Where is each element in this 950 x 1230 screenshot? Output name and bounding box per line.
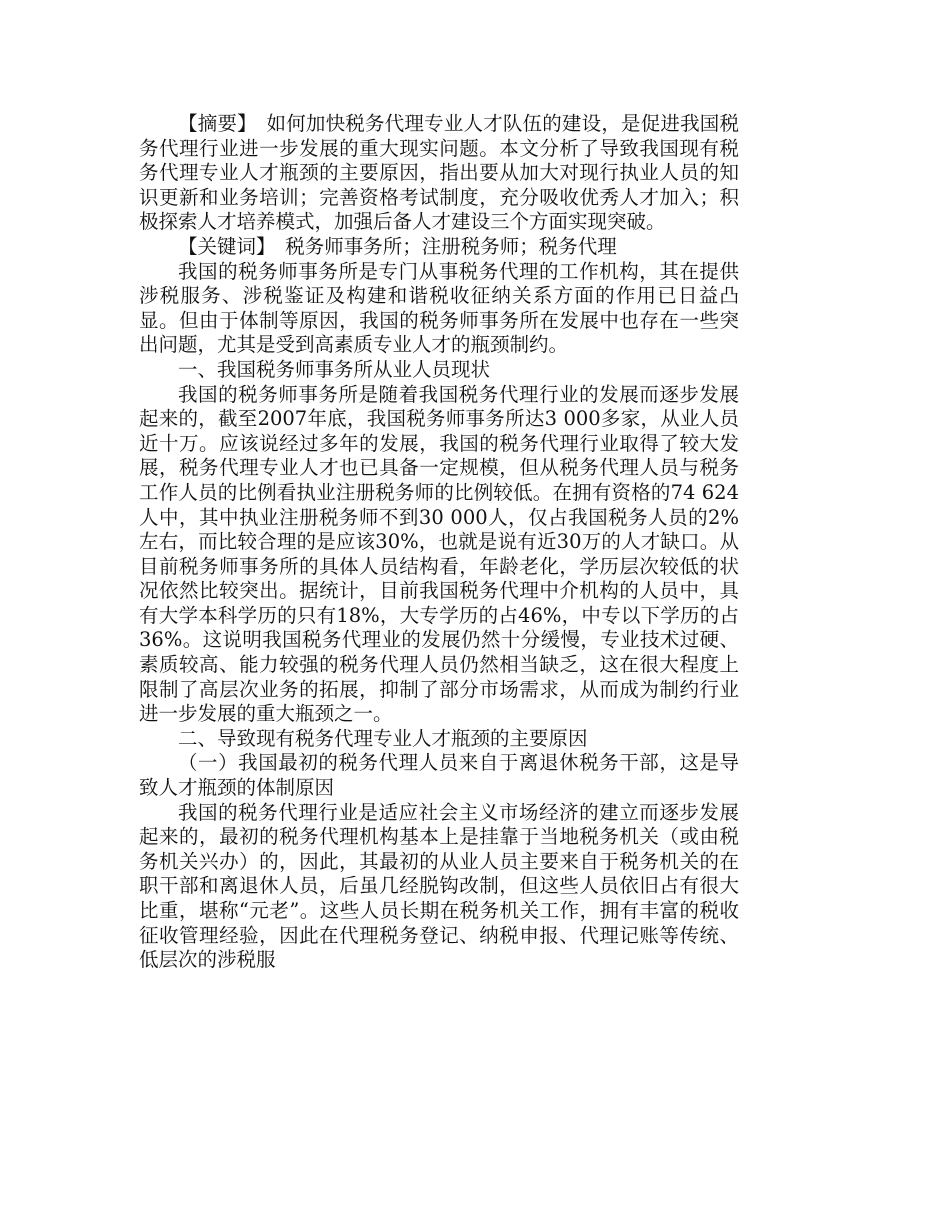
keywords-paragraph xyxy=(139,235,739,260)
intro-paragraph: 我国的税务师事务所是专门从事税务代理的工作机构，其在提供涉税服务、涉税鉴证及构建和谐税收征纳关系方面的作用已日益凸显。但由于体制等原因，我国的税务师事务所在发展中也存在一些突出问题，尤其是受到高素质专业人才的瓶颈制约。 xyxy=(139,259,739,357)
abstract-text: 如何加快税务代理专业人才队伍的建设，是促进我国税务代理行业进一步发展的重大现实问题。本文分析了导致我国现有税务代理专业人才瓶颈的主要原因，指出要从加大对现行执业人员的知识更新和业务培训；完善资格考试制度，充分吸收优秀人才加入；积极探索人才培养模式，加强后备人才建设三个方面实现突破。 xyxy=(139,112,739,234)
section2-paragraph: 我国的税务代理行业是适应社会主义市场经济的建立而逐步发展起来的，最初的税务代理机构基本上是挂靠于当地税务机关（或由税务机关兴办）的，因此，其最初的从业人员主要来自于税务机关的在职干部和离退休人员，后虽几经脱钩改制，但这些人员依旧占有很大比重，堪称“元老”。这些人员长期在税务机关工作，拥有丰富的税收征收管理经验，因此在代理税务登记、纳税申报、代理记账等传统、低层次的涉税服 xyxy=(139,800,739,972)
keywords-text: 税务师事务所；注册税务师；税务代理 xyxy=(285,234,617,258)
abstract-paragraph xyxy=(139,112,739,235)
section2-heading: 二、导致现有税务代理专业人才瓶颈的主要原因 xyxy=(178,726,588,750)
section2-subheading: （一）我国最初的税务代理人员来自于离退休税务干部，这是导致人才瓶颈的体制原因 xyxy=(139,751,739,800)
document-page xyxy=(139,112,739,973)
keywords-label: 【关键词】 xyxy=(178,234,276,258)
section1-paragraph: 我国的税务师事务所是随着我国税务代理行业的发展而逐步发展起来的，截至2007年底，我国税务师事务所达3 000多家，从业人员近十万。应该说经过多年的发展，我国的税务代理行业取得了较大发展，税务代理专业人才也已具备一定规模，但从税务代理人员与税务工作人员的比例看执业注册税务师的比例较低。在拥有资格的74 624人中，其中执业注册税务师不到30 000人，仅占我国税务人员的2%左右，而比较合理的是应该30%，也就是说有近30万的人才缺口。从目前税务师事务所的具体人员结构看，年龄老化，学历层次较低的状况依然比较突出。据统计，目前我国税务代理中介机构的人员中，具有大学本科学历的只有18%，大专学历的占46%，中专以下学历的占36%。这说明我国税务代理业的发展仍然十分缓慢，专业技术过硬、素质较高、能力较强的税务代理人员仍然相当缺乏，这在很大程度上限制了高层次业务的拓展，抑制了部分市场需求，从而成为制约行业进一步发展的重大瓶颈之一。 xyxy=(139,382,739,726)
abstract-label: 【摘要】 xyxy=(178,112,257,135)
section1-heading: 一、我国税务师事务所从业人员现状 xyxy=(178,357,491,381)
